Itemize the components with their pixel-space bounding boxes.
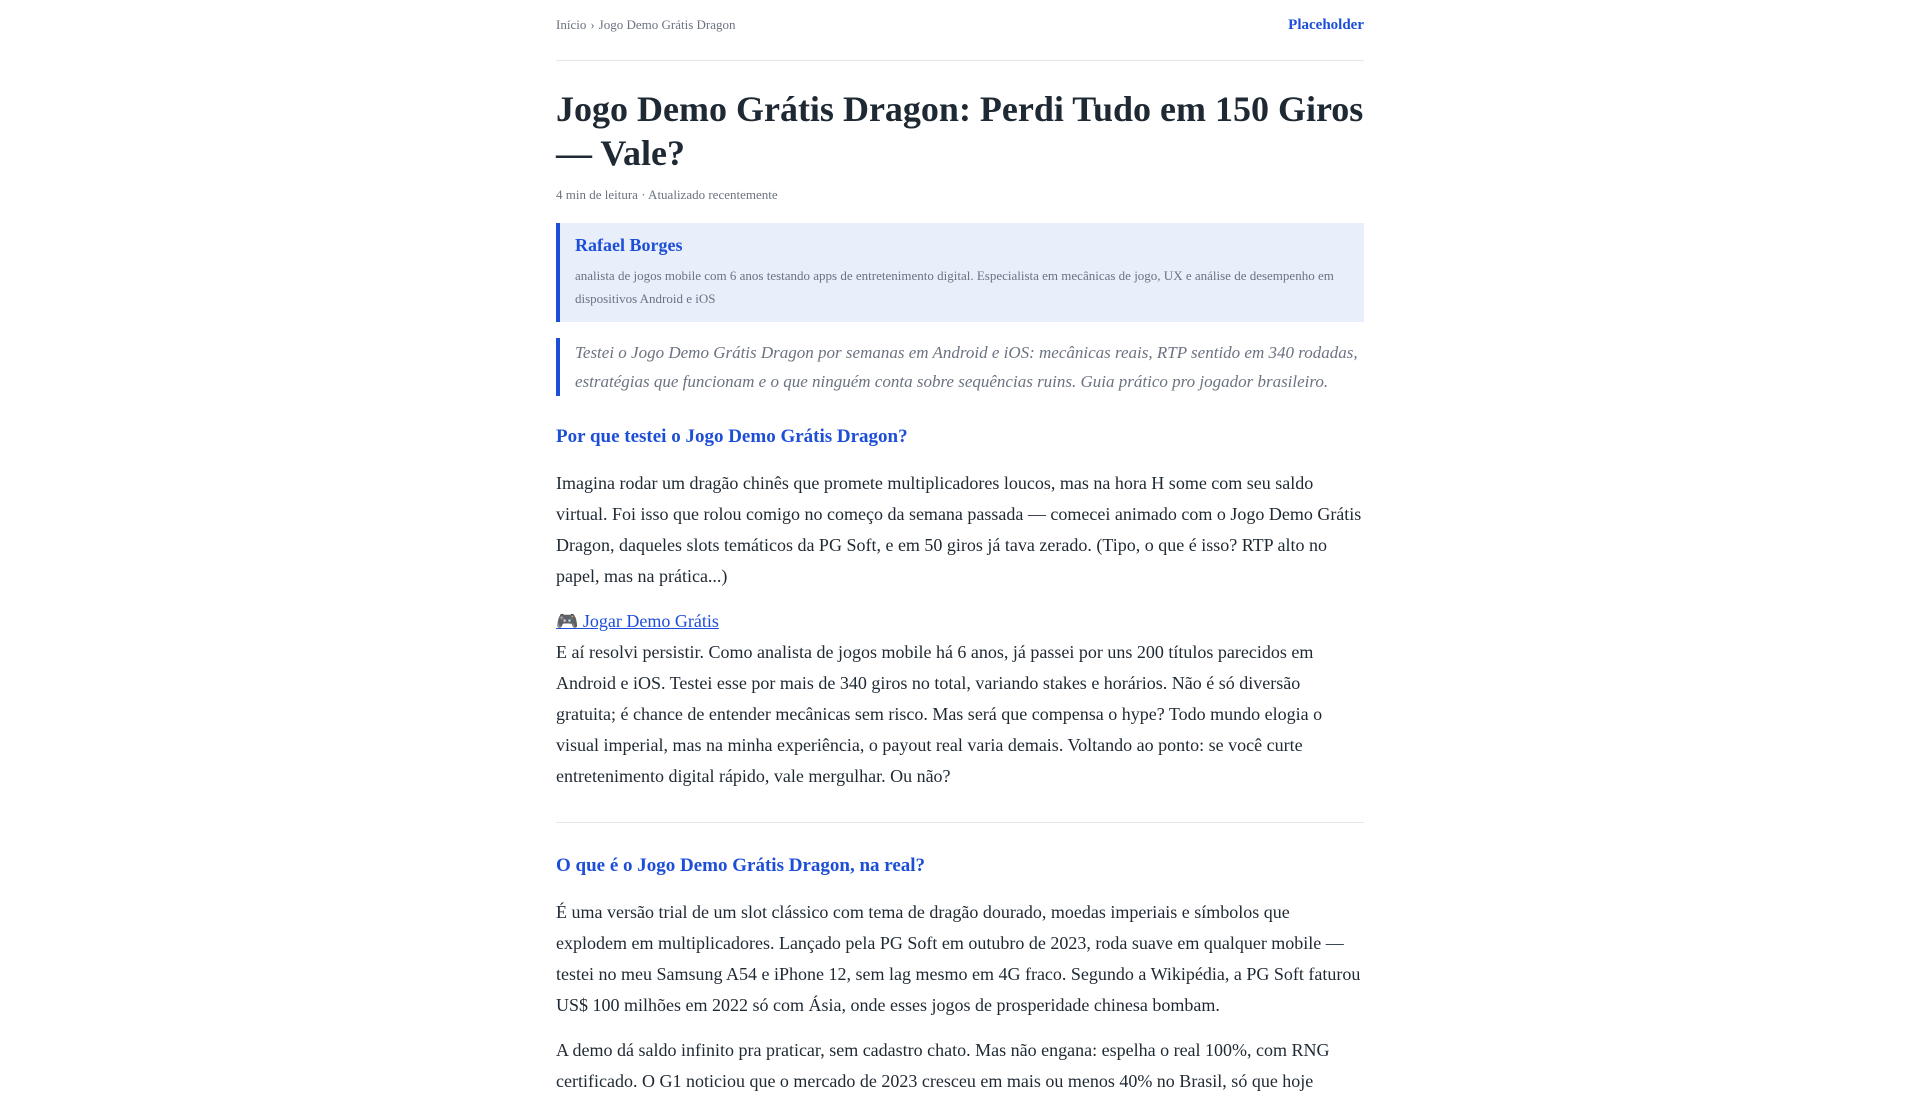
breadcrumb-home-link[interactable]: Início bbox=[556, 17, 587, 32]
article-meta: 4 min de leitura · Atualizado recentemente bbox=[556, 187, 778, 202]
cta-wrap bbox=[556, 606, 1364, 637]
section-heading-what-is: O que é o Jogo Demo Grátis Dragon, na real? bbox=[556, 855, 926, 876]
section-divider bbox=[556, 822, 1364, 823]
breadcrumb bbox=[556, 17, 736, 33]
paragraph: É uma versão trial de um slot clássico com tema de dragão dourado, moedas imperiais e símbolos que explodem em multiplicadores. Lançado pela PG Soft em outubro de 2023, roda suave em qualquer mobile — testei no meu Samsung A54 e iPhone 12, sem lag mesmo em 4G fraco. Segundo a Wikipédia, a PG Soft faturou US$ 100 milhões em 2022 só com Ásia, onde esses jogos de prosperidade chinesa bombam. bbox=[556, 902, 1361, 1015]
paragraph: A demo dá saldo infinito pra praticar, sem cadastro chato. Mas não engana: espelha o real 100%, com RNG certificado. O G1 noticiou que o mercado de 2023 cresceu em mais ou menos 40% no Brasil, só que hoje bbox=[556, 1040, 1330, 1091]
author-bio: analista de jogos mobile com 6 anos testando apps de entretenimento digital. Especialista em mecânicas de jogo, UX e análise de desempenho em dispositivos Android e iOS bbox=[575, 268, 1334, 306]
paragraph: E aí resolvi persistir. Como analista de jogos mobile há 6 anos, já passei por uns 200 títulos parecidos em Android e iOS. Testei esse por mais de 340 giros no total, variando stakes e horários. Não é só diversão gratuita; é chance de entender mecânicas sem risco. Mas será que compensa o hype? Todo mundo elogia o visual imperial, mas na minha experiência, o payout real varia demais. Voltando ao ponto: se você curte entretenimento digital rápido, vale mergulhar. Ou não? bbox=[556, 642, 1323, 786]
author-name: Rafael Borges bbox=[575, 235, 683, 255]
article-page bbox=[556, 0, 1364, 1111]
paragraph: Imagina rodar um dragão chinês que promete multiplicadores loucos, mas na hora H some com seu saldo virtual. Foi isso que rolou comigo no começo da semana passada — comecei animado com o Jogo Demo Grátis Dragon, daqueles slots temáticos da PG Soft, e em 50 giros já tava zerado. (Tipo, o que é isso? RTP alto no papel, mas na prática...) bbox=[556, 473, 1362, 586]
top-bar bbox=[556, 0, 1364, 61]
breadcrumb-separator: › bbox=[590, 17, 595, 32]
author-box bbox=[556, 223, 1364, 322]
section-heading-why-tested: Por que testei o Jogo Demo Grátis Dragon? bbox=[556, 426, 908, 447]
page-title: Jogo Demo Grátis Dragon: Perdi Tudo em 150 Giros — Vale? bbox=[556, 89, 1364, 173]
article-summary: Testei o Jogo Demo Grátis Dragon por semanas em Android e iOS: mecânicas reais, RTP sentido em 340 rodadas, estratégias que funcionam e o que ninguém conta sobre sequências ruins. Guia prático pro jogador brasileiro. bbox=[556, 338, 1364, 396]
play-demo-link[interactable]: 🎮 Jogar Demo Grátis bbox=[556, 611, 719, 631]
placeholder-link[interactable]: Placeholder bbox=[1288, 16, 1364, 33]
breadcrumb-current: Jogo Demo Grátis Dragon bbox=[598, 17, 736, 32]
